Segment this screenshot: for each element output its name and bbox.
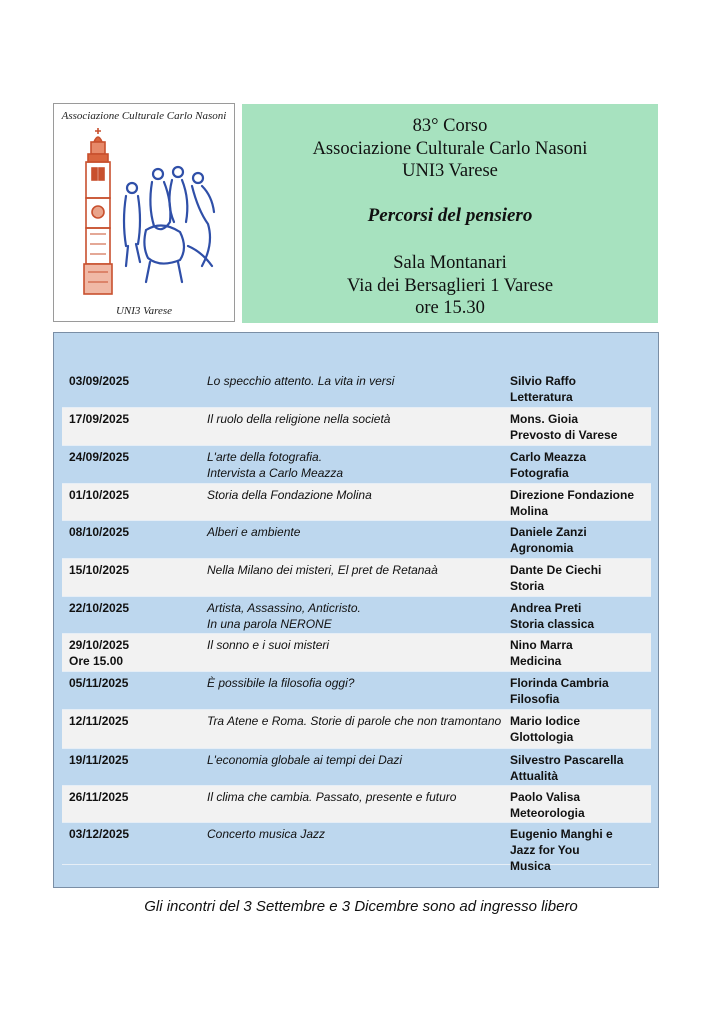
- event-speaker-line: Eugenio Manghi e: [510, 827, 613, 841]
- event-topic: [207, 524, 505, 540]
- event-speaker-line: Silvestro Pascarella: [510, 753, 624, 767]
- event-topic: [207, 411, 505, 427]
- logo-title: Associazione Culturale Carlo Nasoni: [61, 110, 227, 122]
- association-logo: [53, 103, 235, 322]
- event-speaker-line: Filosofia: [510, 692, 560, 706]
- event-speaker: [510, 713, 650, 745]
- venue: Sala Montanari: [393, 253, 507, 273]
- event-topic-line: Lo specchio attento. La vita in versi: [207, 374, 395, 388]
- event-speaker: [510, 752, 650, 784]
- event-topic: [207, 373, 505, 389]
- event-date: [69, 562, 129, 578]
- event-date-line: 29/10/2025: [69, 638, 130, 652]
- event-speaker: [510, 637, 650, 669]
- event-date-line: 19/11/2025: [69, 753, 129, 767]
- event-date: [69, 600, 129, 616]
- event-topic: [207, 826, 505, 842]
- event-topic-line: Nella Milano dei misteri, El pret de Retanaà: [207, 563, 438, 577]
- event-speaker: [510, 600, 650, 632]
- event-date-line: 24/09/2025: [69, 450, 130, 464]
- event-date-line: 26/11/2025: [69, 790, 129, 804]
- event-speaker: [510, 449, 650, 481]
- event-speaker-line: Glottologia: [510, 730, 574, 744]
- event-date: [69, 637, 129, 669]
- event-speaker-line: Dante De Ciechi: [510, 563, 602, 577]
- event-topic-line: È possibile la filosofia oggi?: [207, 676, 355, 690]
- event-date: [69, 411, 129, 427]
- event-speaker-line: Jazz for You: [510, 843, 580, 857]
- event-speaker-line: Storia: [510, 579, 545, 593]
- event-speaker-line: Meteorologia: [510, 806, 585, 820]
- event-topic-line: Concerto musica Jazz: [207, 827, 326, 841]
- event-speaker-line: Agronomia: [510, 541, 574, 555]
- event-speaker: [510, 675, 650, 707]
- event-date: [69, 487, 129, 503]
- event-date-line: 12/11/2025: [69, 714, 129, 728]
- event-speaker-line: Mons. Gioia: [510, 412, 579, 426]
- event-topic: [207, 752, 505, 768]
- event-date: [69, 524, 129, 540]
- event-speaker-line: Direzione Fondazione: [510, 488, 635, 502]
- event-topic-line: L'economia globale ai tempi dei Dazi: [207, 753, 403, 767]
- event-topic: [207, 789, 505, 805]
- event-speaker-line: Storia classica: [510, 617, 595, 631]
- event-date: [69, 826, 129, 842]
- event-speaker-line: Fotografia: [510, 466, 569, 480]
- event-speaker-line: Carlo Meazza: [510, 450, 587, 464]
- event-speaker-line: Attualità: [510, 769, 558, 783]
- event-speaker-line: Florinda Cambria: [510, 676, 609, 690]
- event-date-line: 17/09/2025: [69, 412, 130, 426]
- event-date-line: 05/11/2025: [69, 676, 129, 690]
- schedule-row: [62, 823, 651, 873]
- footer-note: Gli incontri del 3 Settembre e 3 Dicembre sono ad ingresso libero: [144, 898, 578, 915]
- event-speaker: [510, 826, 650, 874]
- schedule-row: [62, 446, 651, 484]
- event-topic: [207, 637, 505, 653]
- event-speaker-line: Silvio Raffo: [510, 374, 577, 388]
- schedule-row: [62, 597, 651, 634]
- event-topic-line: L'arte della fotografia.: [207, 450, 323, 464]
- schedule-row: [62, 786, 651, 823]
- event-topic: [207, 449, 505, 481]
- event-speaker: [510, 524, 650, 556]
- event-speaker-line: Mario Iodice: [510, 714, 581, 728]
- uni-name: UNI3 Varese: [402, 161, 498, 181]
- logo-subtitle: UNI3 Varese: [115, 305, 173, 317]
- event-speaker-line: Paolo Valisa: [510, 790, 581, 804]
- event-date-line: 15/10/2025: [69, 563, 130, 577]
- event-topic-line: Il sonno e i suoi misteri: [207, 638, 330, 652]
- event-speaker-line: Molina: [510, 504, 548, 518]
- event-date: [69, 789, 128, 805]
- schedule-row: [62, 749, 651, 786]
- event-topic: [207, 487, 505, 503]
- schedule-row: [62, 408, 651, 446]
- event-speaker: [510, 789, 650, 821]
- event-date-line: 08/10/2025: [69, 525, 130, 539]
- event-topic: [207, 675, 505, 691]
- event-topic: [207, 600, 505, 632]
- logo-illustration: [62, 126, 228, 302]
- schedule-row: [62, 710, 651, 749]
- event-topic-line: Intervista a Carlo Meazza: [207, 466, 344, 480]
- schedule-row: [62, 521, 651, 559]
- event-speaker-line: Medicina: [510, 654, 562, 668]
- event-speaker: [510, 487, 650, 519]
- association-name: Associazione Culturale Carlo Nasoni: [312, 139, 588, 159]
- event-date-line: 03/09/2025: [69, 374, 130, 388]
- course-title: Percorsi del pensiero: [367, 205, 533, 226]
- event-date-line: 22/10/2025: [69, 601, 130, 615]
- event-speaker-line: Andrea Preti: [510, 601, 582, 615]
- event-speaker: [510, 373, 650, 405]
- event-topic-line: Il ruolo della religione nella società: [207, 412, 391, 426]
- event-topic-line: In una parola NERONE: [207, 617, 332, 631]
- event-date: [69, 373, 129, 389]
- schedule-row: [62, 559, 651, 597]
- event-date: [69, 675, 128, 691]
- course-number: 83° Corso: [412, 116, 488, 136]
- event-topic: [207, 562, 505, 578]
- schedule-row: [62, 634, 651, 672]
- event-speaker-line: Nino Marra: [510, 638, 573, 652]
- address: Via dei Bersaglieri 1 Varese: [346, 276, 554, 296]
- course-header: [242, 104, 658, 323]
- event-speaker-line: Prevosto di Varese: [510, 428, 618, 442]
- event-topic: [207, 713, 505, 729]
- event-speaker-line: Letteratura: [510, 390, 573, 404]
- start-time: ore 15.30: [415, 298, 485, 318]
- schedule-row: [62, 370, 651, 408]
- event-date: [69, 713, 128, 729]
- event-topic-line: Artista, Assassino, Anticristo.: [207, 601, 361, 615]
- event-topic-line: Storia della Fondazione Molina: [207, 488, 372, 502]
- event-date-line: Ore 15.00: [69, 654, 124, 668]
- schedule-row: [62, 484, 651, 521]
- schedule-row: [62, 672, 651, 710]
- event-date-line: 01/10/2025: [69, 488, 130, 502]
- event-date-line: 03/12/2025: [69, 827, 130, 841]
- event-topic-line: Alberi e ambiente: [207, 525, 301, 539]
- schedule-table: [53, 332, 659, 888]
- event-topic-line: Il clima che cambia. Passato, presente e futuro: [207, 790, 457, 804]
- event-speaker: [510, 562, 650, 594]
- event-speaker: [510, 411, 650, 443]
- event-topic-line: Tra Atene e Roma. Storie di parole che non tramontano: [207, 714, 502, 728]
- event-date: [69, 752, 128, 768]
- event-speaker-line: Musica: [510, 859, 551, 873]
- event-date: [69, 449, 129, 465]
- event-speaker-line: Daniele Zanzi: [510, 525, 587, 539]
